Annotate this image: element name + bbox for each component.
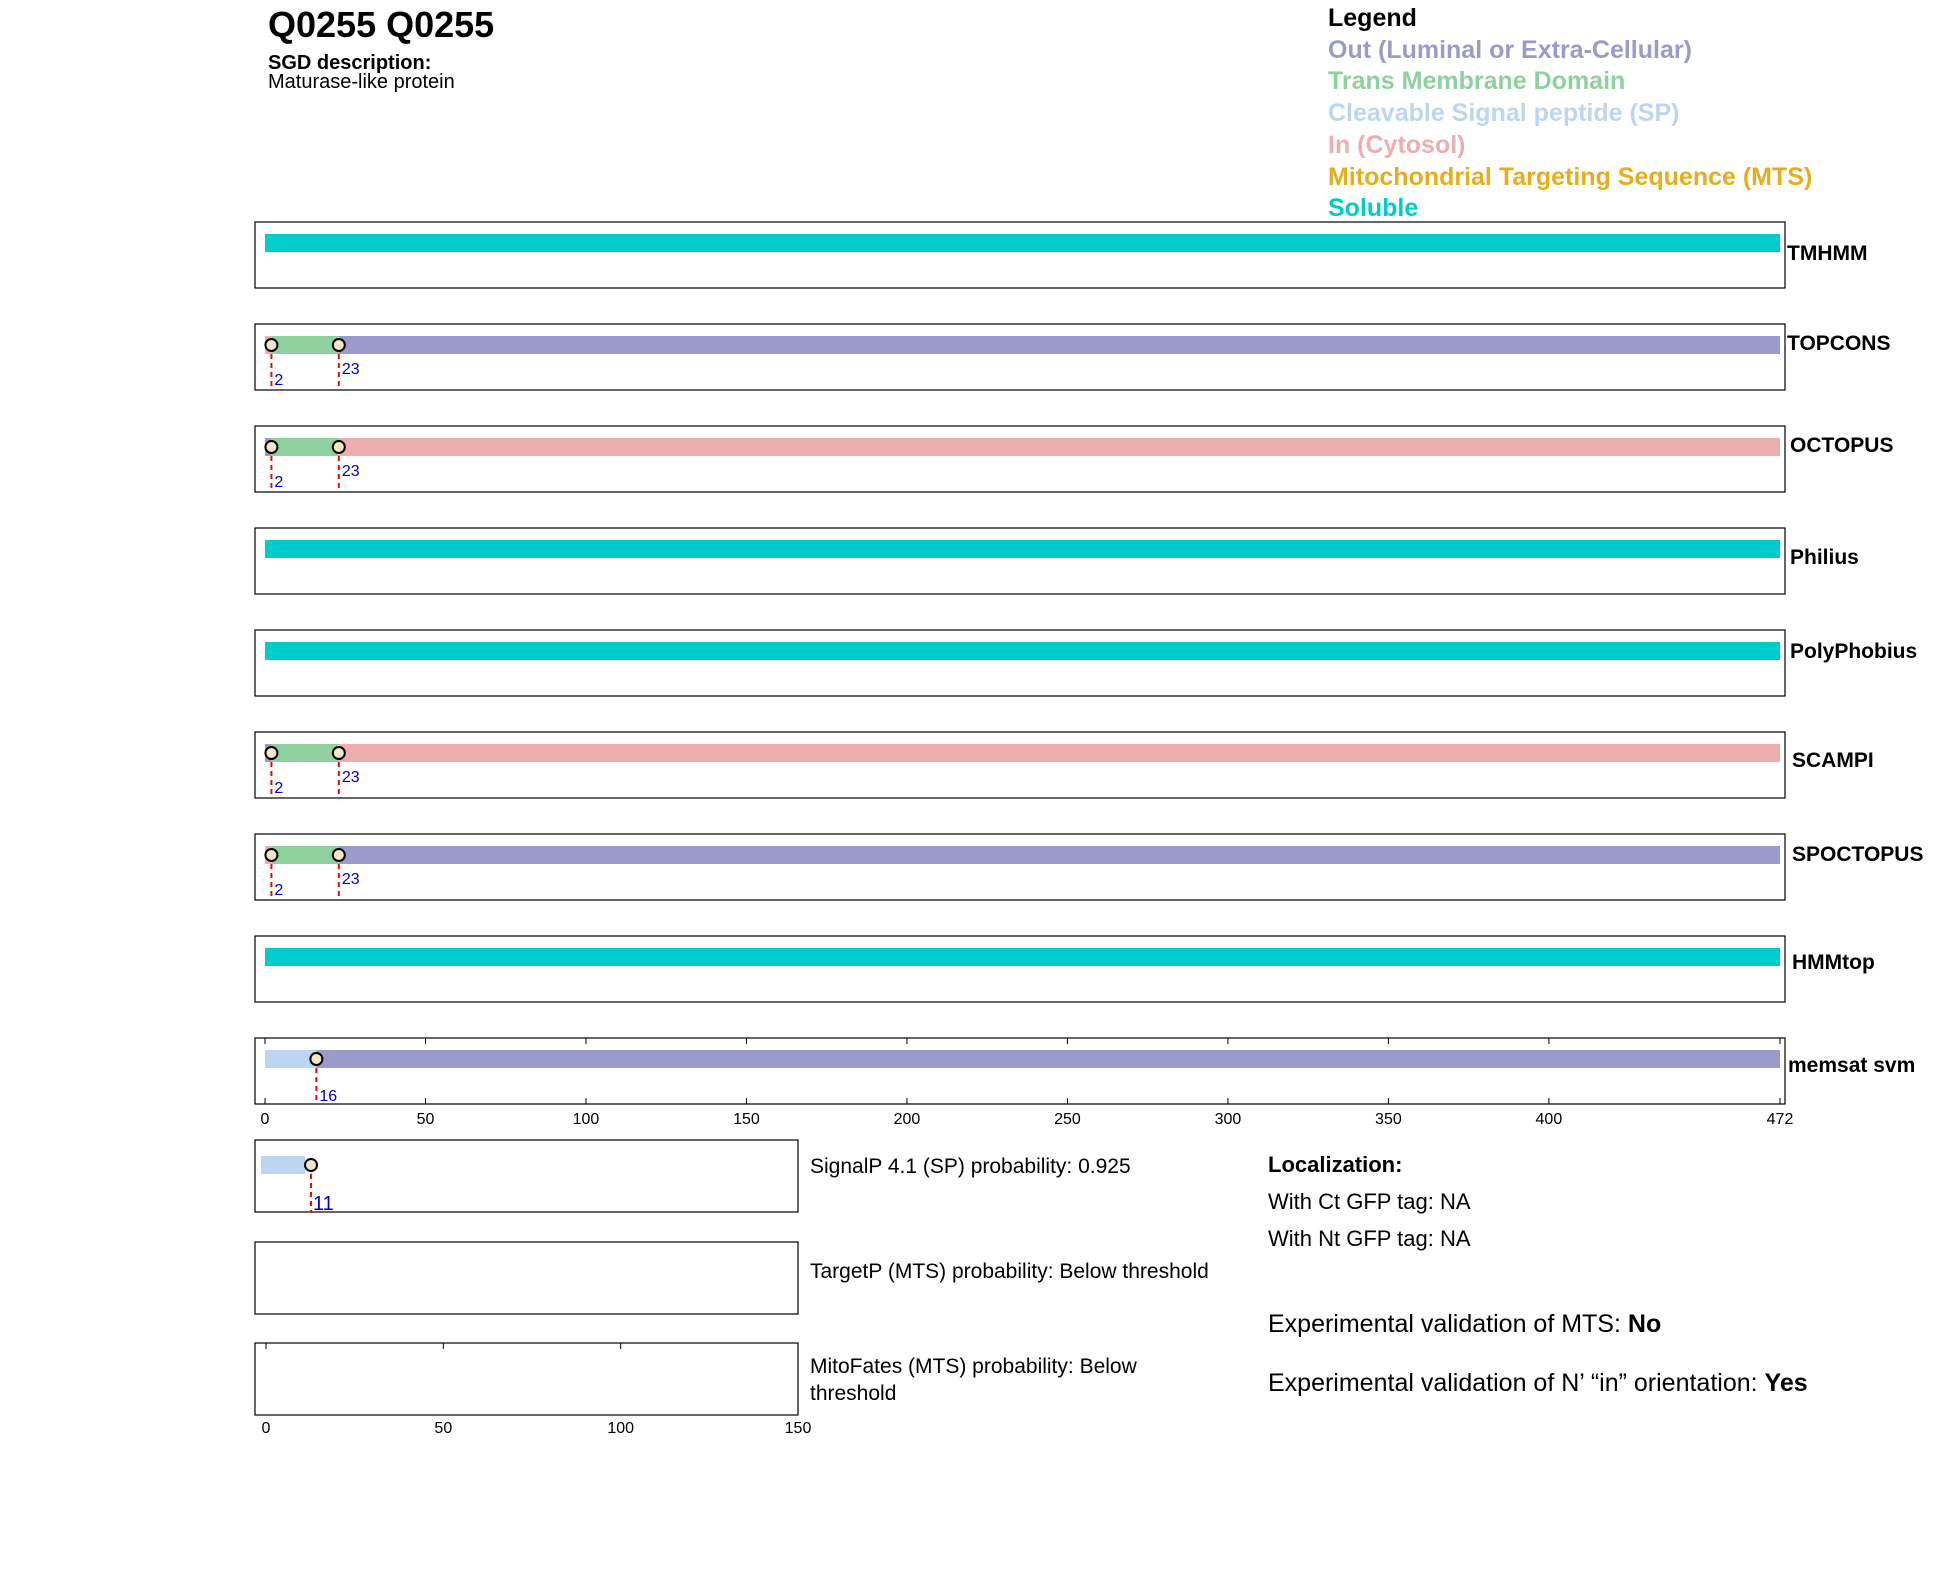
x-tick-label-0: 0 xyxy=(260,1111,270,1128)
legend-item-tm: Trans Membrane Domain xyxy=(1328,67,1626,95)
localization-title: Localization: xyxy=(1268,1152,1403,1177)
legend-item-out: Out (Luminal or Extra-Cellular) xyxy=(1328,36,1692,64)
segment-spoctopus-1 xyxy=(271,846,338,864)
x-tick-label-2: 100 xyxy=(572,1111,600,1128)
localization-nt-gfp: With Nt GFP tag: NA xyxy=(1268,1226,1471,1251)
marker-topcons-1 xyxy=(333,339,345,351)
sgd-description-text: Maturase-like protein xyxy=(268,71,455,93)
x-tick-label-9: 472 xyxy=(1766,1111,1794,1128)
x-tick-label-6: 300 xyxy=(1214,1111,1242,1128)
track-box-polyphobius xyxy=(255,630,1785,696)
marker-label-octopus-0: 2 xyxy=(274,474,284,491)
track-label-tmhmm: TMHMM xyxy=(1787,242,1868,265)
marker-label-spoctopus-1: 23 xyxy=(341,871,360,888)
validation-orientation xyxy=(1268,1369,1808,1398)
sec-x-tick-label-3: 150 xyxy=(784,1420,812,1437)
track-box-mitofates xyxy=(255,1343,798,1415)
legend-item-soluble: Soluble xyxy=(1328,194,1419,222)
track-box-octopus xyxy=(255,426,1785,492)
validation-mts xyxy=(1268,1310,1661,1339)
marker-topcons-0 xyxy=(265,339,277,351)
protein-title: Q0255 Q0255 xyxy=(268,4,495,45)
targetp-probability: TargetP (MTS) probability: Below threshold xyxy=(810,1260,1209,1283)
marker-label-topcons-0: 2 xyxy=(274,372,284,389)
track-label-polyphobius: PolyPhobius xyxy=(1790,640,1918,663)
track-box-hmmtop xyxy=(255,936,1785,1002)
marker-scampi-1 xyxy=(333,747,345,759)
validation-orientation-label: Experimental validation of N’ “in” orientation: xyxy=(1268,1369,1765,1397)
segment-scampi-2 xyxy=(339,744,1780,762)
marker-label-scampi-0: 2 xyxy=(274,780,284,797)
track-label-philius: Philius xyxy=(1790,546,1859,569)
sec-x-tick-label-1: 50 xyxy=(434,1420,453,1437)
track-box-memsat-svm xyxy=(255,1038,1785,1104)
x-tick-label-1: 50 xyxy=(416,1111,435,1128)
track-box-signalp xyxy=(255,1140,798,1212)
track-box-spoctopus xyxy=(255,834,1785,900)
mitofates-probability-line2: threshold xyxy=(810,1382,897,1405)
marker-octopus-1 xyxy=(333,441,345,453)
segment-polyphobius-0 xyxy=(265,642,1780,660)
segment-scampi-1 xyxy=(271,744,338,762)
marker-scampi-0 xyxy=(265,747,277,759)
segment-tmhmm-0 xyxy=(265,234,1780,252)
legend-item-mts: Mitochondrial Targeting Sequence (MTS) xyxy=(1328,163,1813,191)
marker-octopus-0 xyxy=(265,441,277,453)
segment-topcons-2 xyxy=(339,336,1780,354)
segment-signalp-0 xyxy=(261,1156,305,1174)
validation-orientation-value: Yes xyxy=(1764,1369,1808,1397)
sec-x-tick-label-0: 0 xyxy=(261,1420,271,1437)
marker-signalp-0 xyxy=(305,1159,317,1171)
x-tick-label-3: 150 xyxy=(733,1111,760,1128)
segment-memsat-svm-1 xyxy=(316,1050,1780,1068)
segment-memsat-svm-0 xyxy=(265,1050,316,1068)
segment-topcons-1 xyxy=(271,336,338,354)
marker-label-signalp-0: 11 xyxy=(313,1193,334,1215)
validation-mts-label: Experimental validation of MTS: xyxy=(1268,1310,1628,1338)
marker-label-octopus-1: 23 xyxy=(341,463,360,480)
track-label-hmmtop: HMMtop xyxy=(1792,951,1875,974)
marker-label-spoctopus-0: 2 xyxy=(274,882,284,899)
marker-spoctopus-1 xyxy=(333,849,345,861)
legend-item-sp: Cleavable Signal peptide (SP) xyxy=(1328,99,1680,127)
marker-label-scampi-1: 23 xyxy=(341,769,360,786)
track-label-spoctopus: SPOCTOPUS xyxy=(1792,843,1924,866)
marker-memsat-svm-0 xyxy=(310,1053,322,1065)
track-box-scampi xyxy=(255,732,1785,798)
marker-label-memsat-svm-0: 16 xyxy=(319,1088,338,1105)
marker-label-topcons-1: 23 xyxy=(341,361,360,378)
track-box-targetp xyxy=(255,1242,798,1314)
segment-philius-0 xyxy=(265,540,1780,558)
signalp-probability: SignalP 4.1 (SP) probability: 0.925 xyxy=(810,1155,1131,1178)
validation-mts-value: No xyxy=(1627,1310,1662,1338)
localization-ct-gfp: With Ct GFP tag: NA xyxy=(1268,1189,1471,1214)
x-tick-label-7: 350 xyxy=(1375,1111,1402,1128)
x-tick-label-4: 200 xyxy=(893,1111,921,1128)
legend-title: Legend xyxy=(1328,4,1417,32)
segment-hmmtop-0 xyxy=(265,948,1780,966)
segment-spoctopus-2 xyxy=(339,846,1780,864)
track-label-memsat-svm: memsat svm xyxy=(1788,1054,1916,1077)
sec-x-tick-label-2: 100 xyxy=(607,1420,635,1437)
track-label-topcons: TOPCONS xyxy=(1787,332,1891,355)
track-box-philius xyxy=(255,528,1785,594)
mitofates-probability-line1: MitoFates (MTS) probability: Below xyxy=(810,1355,1137,1378)
track-box-topcons xyxy=(255,324,1785,390)
marker-spoctopus-0 xyxy=(265,849,277,861)
x-tick-label-8: 400 xyxy=(1535,1111,1563,1128)
segment-octopus-2 xyxy=(339,438,1780,456)
track-label-scampi: SCAMPI xyxy=(1792,749,1874,772)
sgd-description-label: SGD description: xyxy=(268,52,432,74)
segment-octopus-1 xyxy=(271,438,338,456)
x-tick-label-5: 250 xyxy=(1054,1111,1081,1128)
legend-item-in: In (Cytosol) xyxy=(1328,131,1466,159)
track-box-tmhmm xyxy=(255,222,1785,288)
track-label-octopus: OCTOPUS xyxy=(1790,434,1894,457)
